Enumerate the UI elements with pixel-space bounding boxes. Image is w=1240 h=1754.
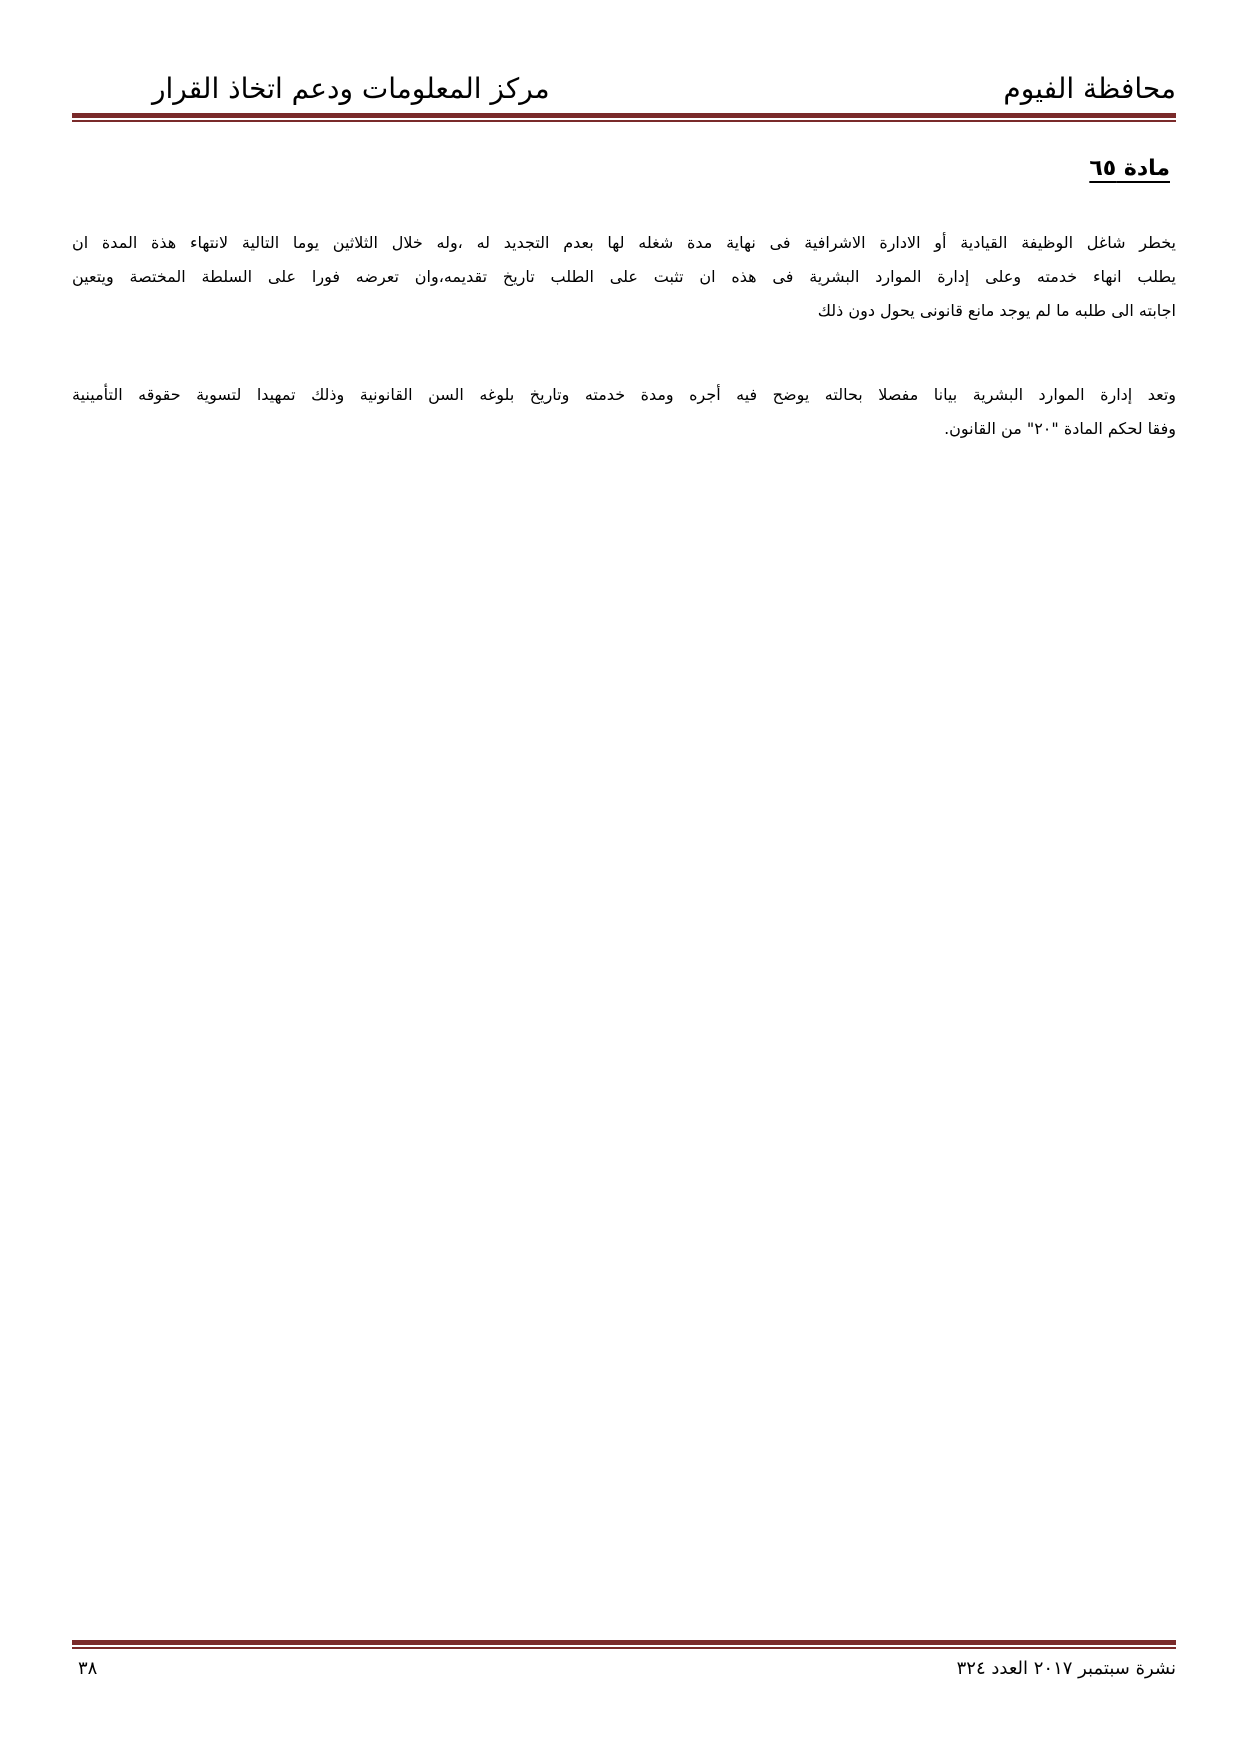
header-governorate: محافظة الفيوم: [1003, 72, 1176, 105]
footer-issue: نشرة سبتمبر ٢٠١٧ العدد ٣٢٤: [956, 1658, 1176, 1679]
article-title: مادة ٦٥: [1089, 156, 1170, 181]
article-paragraph-1: [72, 226, 1176, 328]
article-paragraph-2: [72, 378, 1176, 446]
paragraph-line: اجابته الى طلبه ما لم يوجد مانع قانونى يحول دون ذلك: [817, 301, 1176, 320]
header-rule: [72, 113, 1176, 122]
paragraph-line: وفقا لحكم المادة "٢٠" من القانون.: [944, 419, 1176, 438]
paragraph-line: وتعد إدارة الموارد البشرية بيانا مفصلا بحالته يوضح فيه أجره ومدة خدمته وتاريخ بلوغه السن القانونية وذلك تمهيدا لتسوية حقوقه التأمينية: [72, 385, 1176, 404]
footer-rule: [72, 1640, 1176, 1649]
page-header: [72, 66, 1176, 112]
header-center-name: مركز المعلومات ودعم اتخاذ القرار: [152, 72, 550, 105]
page-number: ٣٨: [78, 1658, 98, 1679]
page-footer: [72, 1656, 1176, 1686]
paragraph-line: يخطر شاغل الوظيفة القيادية أو الادارة الاشرافية فى نهاية مدة شغله لها بعدم التجديد له ،وله خلال الثلاثين يوما التالية لانتهاء هذة المدة ان: [72, 233, 1176, 252]
paragraph-line: يطلب انهاء خدمته وعلى إدارة الموارد البشرية فى هذه ان تثبت على الطلب تاريخ تقديمه،وان تعرضه فورا على السلطة المختصة ويتعين: [72, 267, 1176, 286]
